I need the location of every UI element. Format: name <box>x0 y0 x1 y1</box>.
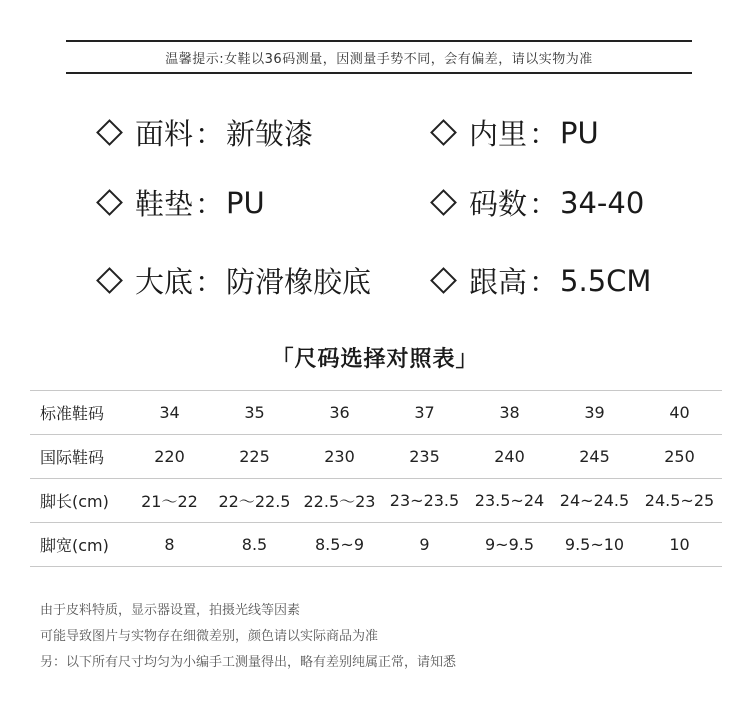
spec-separator: ： <box>529 117 559 151</box>
spec-label: 鞋垫 <box>135 187 194 221</box>
diamond-icon <box>430 119 457 146</box>
diamond-icon <box>430 189 457 216</box>
spec-lining <box>426 112 599 153</box>
table-cell: 37 <box>382 391 467 435</box>
notice-banner <box>66 40 692 74</box>
spec-value: PU <box>560 115 599 150</box>
spec-material <box>92 112 313 153</box>
table-cell: 9 <box>382 523 467 567</box>
row-header: 标准鞋码 <box>30 391 127 435</box>
spec-label: 码数 <box>469 187 528 221</box>
table-cell: 225 <box>212 435 297 479</box>
table-cell: 23~23.5 <box>382 479 467 523</box>
table-cell: 34 <box>127 391 212 435</box>
spec-separator: ： <box>195 265 225 299</box>
spec-separator: ： <box>529 265 559 299</box>
spec-separator: ： <box>195 187 225 221</box>
table-cell: 230 <box>297 435 382 479</box>
spec-label: 跟高 <box>469 265 528 299</box>
spec-value: PU <box>226 185 265 220</box>
table-cell: 8.5~9 <box>297 523 382 567</box>
diamond-icon <box>430 267 457 294</box>
table-cell: 36 <box>297 391 382 435</box>
table-cell: 24.5~25 <box>637 479 722 523</box>
diamond-icon <box>96 267 123 294</box>
table-cell: 9.5~10 <box>552 523 637 567</box>
table-cell: 250 <box>637 435 722 479</box>
table-cell: 21～22 <box>127 479 212 523</box>
table-cell: 235 <box>382 435 467 479</box>
notice-text: 温馨提示:女鞋以36码测量，因测量手势不同，会有偏差，请以实物为准 <box>165 51 593 67</box>
row-header: 脚长(cm) <box>30 479 127 523</box>
table-cell: 39 <box>552 391 637 435</box>
table-cell: 240 <box>467 435 552 479</box>
table-row <box>30 391 722 435</box>
spec-heel-height <box>426 260 651 301</box>
footnote-line: 可能导致图片与实物存在细微差别，颜色请以实际商品为准 <box>40 629 379 644</box>
footnote-line: 另：以下所有尺寸均匀为小编手工测量得出，略有差别纯属正常，请知悉 <box>40 655 457 670</box>
diamond-icon <box>96 119 123 146</box>
table-cell: 9~9.5 <box>467 523 552 567</box>
table-row <box>30 523 722 567</box>
footnote-line: 由于皮料特质，显示器设置，拍摄光线等因素 <box>40 603 301 618</box>
table-cell: 38 <box>467 391 552 435</box>
spec-value: 新皱漆 <box>226 117 314 151</box>
table-cell: 8.5 <box>212 523 297 567</box>
table-cell: 22～22.5 <box>212 479 297 523</box>
row-header: 国际鞋码 <box>30 435 127 479</box>
spec-label: 面料 <box>135 117 194 151</box>
spec-separator: ： <box>195 117 225 151</box>
row-header: 脚宽(cm) <box>30 523 127 567</box>
table-row <box>30 479 722 523</box>
spec-insole <box>92 182 265 223</box>
spec-value: 5.5CM <box>560 263 652 298</box>
table-cell: 10 <box>637 523 722 567</box>
table-cell: 40 <box>637 391 722 435</box>
spec-separator: ： <box>529 187 559 221</box>
spec-outsole <box>92 260 371 301</box>
table-row <box>30 435 722 479</box>
table-cell: 24~24.5 <box>552 479 637 523</box>
diamond-icon <box>96 189 123 216</box>
table-cell: 23.5~24 <box>467 479 552 523</box>
spec-label: 内里 <box>469 117 528 151</box>
spec-sizes <box>426 182 644 223</box>
table-cell: 220 <box>127 435 212 479</box>
table-cell: 245 <box>552 435 637 479</box>
table-cell: 8 <box>127 523 212 567</box>
table-cell: 35 <box>212 391 297 435</box>
size-chart-table <box>30 390 722 567</box>
footnotes <box>40 598 456 676</box>
table-cell: 22.5～23 <box>297 479 382 523</box>
size-table-title: 「尺码选择对照表」 <box>271 347 479 372</box>
spec-value: 34-40 <box>560 185 645 220</box>
spec-value: 防滑橡胶底 <box>226 265 372 299</box>
spec-label: 大底 <box>135 265 194 299</box>
